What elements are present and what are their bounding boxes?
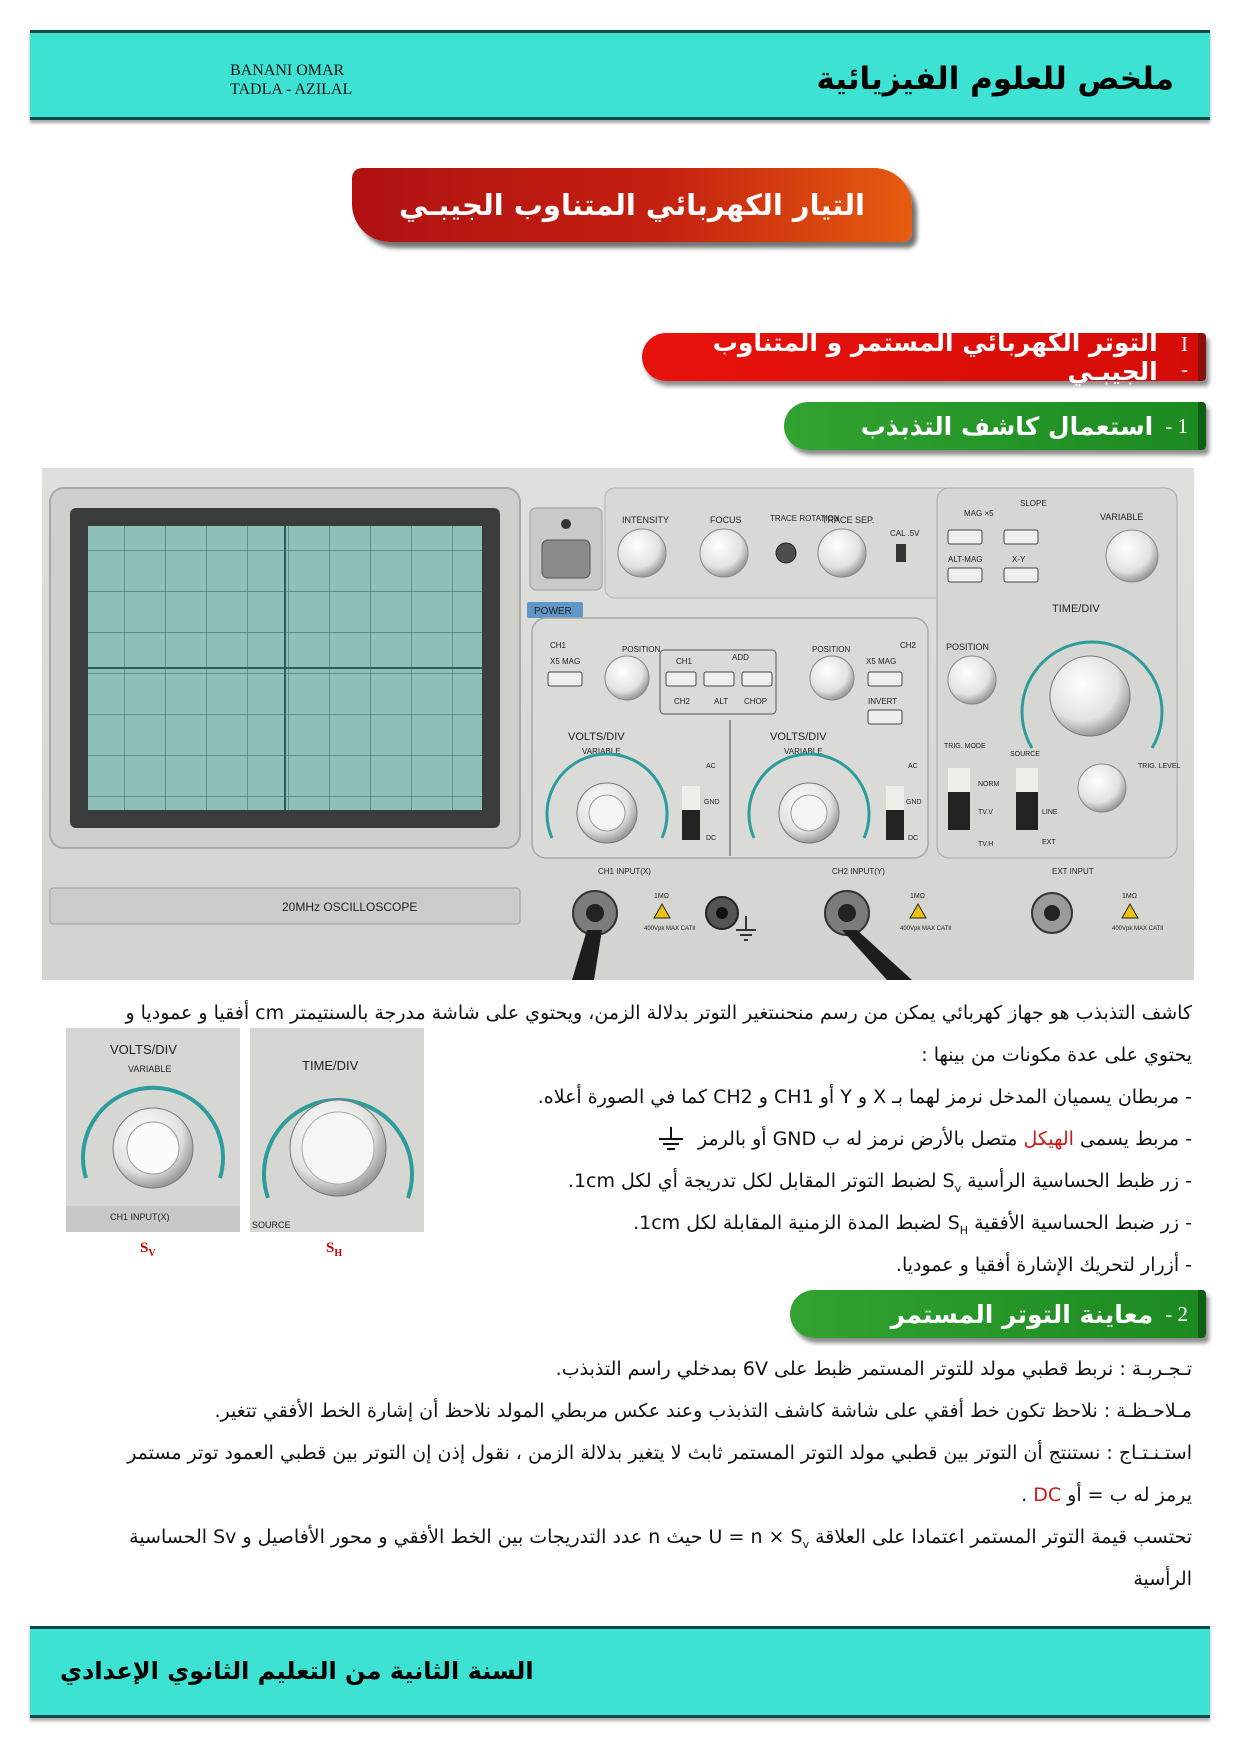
ch2-maxv-label: 400Vpk MAX CATII — [900, 926, 952, 932]
trace-sep-label: TRACE SEP. — [822, 515, 875, 525]
ch1-position-knob — [605, 656, 649, 700]
focus-label: FOCUS — [710, 515, 742, 525]
bullet-vertical-sensitivity: - زر ظبط الحساسية الرأسية $S_v$ لضبط التوتر المقابل لكل تدريجة أي لكل 1cm. — [567, 1170, 1192, 1195]
section-1-banner — [642, 328, 1206, 386]
chop-label: CHOP — [744, 697, 768, 706]
h-position-knob — [948, 656, 996, 704]
source-label: SOURCE — [1010, 751, 1040, 758]
formula-line: تحتسب قيمة التوتر المستمر اعتمادا على العلاقة $U = n \times S_v$ حيث n عدد التدريجات بين الخط الأفقي و محور الأفاصيل و Sv الحساسية — [129, 1526, 1192, 1551]
intensity-label: INTENSITY — [622, 515, 670, 525]
sv-photo-footer: CH1 INPUT(X) — [110, 1212, 170, 1222]
subsection-2-title: معاينة التوتر المستمر — [890, 1299, 1154, 1329]
oscilloscope-photo — [42, 468, 1194, 980]
mode-ch2-label: CH2 — [674, 697, 691, 706]
ch1-label: CH1 — [550, 641, 567, 650]
ch2-input-label: CH2 INPUT(Y) — [832, 867, 885, 876]
subsection-1-banner — [784, 402, 1206, 450]
header-band — [30, 30, 1210, 120]
ground-symbol-icon — [656, 1127, 686, 1153]
ext-impedance-label: 1MΩ — [1122, 893, 1137, 900]
sh-photo-footer: SOURCE — [252, 1220, 291, 1230]
timediv-label: TIME/DIV — [1052, 603, 1100, 615]
norm-label: NORM — [978, 781, 1000, 788]
ch2-ac-label: AC — [908, 763, 918, 770]
author-region: TADLA - AZILAL — [230, 81, 353, 98]
section-1-number: I - — [1181, 332, 1188, 381]
ch1-position-label: POSITION — [622, 645, 661, 654]
alt-label: ALT — [714, 697, 729, 706]
ch1-variable-label: VARIABLE — [582, 747, 621, 756]
bullet-position-buttons: - أزرار لتحريك الإشارة أفقيا و عموديا. — [895, 1254, 1192, 1276]
ch2-voltsdiv-label: VOLTS/DIV — [770, 731, 827, 743]
ch2-variable-label: VARIABLE — [784, 747, 823, 756]
section-1-title: التوتر الكهربائي المستمر و المتناوب الجيبـي — [712, 328, 1158, 386]
subsection-2-number: 2 - — [1165, 1301, 1188, 1326]
trace-rotation-label: TRACE ROTATION — [770, 514, 840, 523]
ch1-gnd-label: GND — [704, 799, 720, 806]
formula-line-end: الرأسية — [1133, 1568, 1192, 1590]
ch1-maxv-label: 400Vpk MAX CATII — [644, 926, 696, 932]
tvh-label: TV.H — [978, 841, 994, 848]
sh-caption: $S_H$ — [326, 1240, 343, 1259]
subsection-2-banner — [790, 1290, 1206, 1338]
trace-sep-knob — [818, 529, 866, 577]
ground-term: الهيكل — [1023, 1128, 1074, 1150]
bullet-inputs: - مربطان يسميان المدخل نرمز لهما بـ X و Y أو CH1 و CH2 كما في الصورة أعلاه. — [537, 1086, 1192, 1108]
ch2-x5mag-label: X5 MAG — [866, 657, 897, 666]
ch1-dc-label: DC — [706, 835, 717, 842]
sv-photo-sub: VARIABLE — [128, 1064, 172, 1074]
conclusion-line: استـنـتـاج : نستنتج أن التوتر بين قطبي مولد التوتر المستمر ثابث لا يتغير بدلالة الزمن ، نقول إذن إن التوتر بين قطبي العمود توتر مستمر — [127, 1442, 1192, 1464]
bullet-horizontal-sensitivity: - زر ضبط الحساسية الأفقية $S_H$ لضبط المدة الزمنية المقابلة لكل 1cm. — [633, 1212, 1192, 1237]
ch2-dc-label: DC — [908, 835, 919, 842]
alt-mag-label: ALT-MAG — [948, 555, 983, 564]
intro-line-2: يحتوي على عدة مكونات من بينها : — [921, 1044, 1192, 1066]
sv-photo-title: VOLTS/DIV — [110, 1042, 177, 1057]
bullet-ground: - مربط يسمى الهيكل متصل بالأرض نرمز له ب GND أو بالرمز — [650, 1126, 1192, 1153]
ch1-ac-label: AC — [706, 763, 716, 770]
ch1-impedance-label: 1MΩ — [654, 893, 669, 900]
intro-line-1: كاشف التذبذب هو جهاز كهربائي يمكن من رسم منحنىتغير التوتر بدلالة الزمن، ويحتوي على شاشة مدرجة بالسنتيمتر cm أفقيا و عموديا و — [125, 1002, 1192, 1024]
ext-input-label: EXT INPUT — [1052, 867, 1094, 876]
footer-title: السنة الثانية من التعليم الثانوي الإعدادي — [60, 1657, 534, 1685]
intensity-knob — [618, 529, 666, 577]
ch2-position-label: POSITION — [812, 645, 851, 654]
trace-rotation-screw — [776, 543, 796, 563]
footer-band — [30, 1626, 1210, 1718]
trig-level-knob — [1078, 764, 1126, 812]
experiment-line: تـجـربـة : نربط قطبي مولد للتوتر المستمر ظبط على 6V بمدخلي راسم التذبذب. — [555, 1358, 1192, 1380]
ch2-impedance-label: 1MΩ — [910, 893, 925, 900]
power-label: POWER — [534, 606, 572, 617]
ch2-gnd-label: GND — [906, 799, 922, 806]
mag-label: MAG ×5 — [964, 509, 994, 518]
dc-term: DC — [1033, 1484, 1062, 1506]
ch2-label: CH2 — [900, 641, 917, 650]
line-label: LINE — [1042, 809, 1058, 816]
ext-maxv-label: 400Vpk MAX CATII — [1112, 926, 1164, 932]
tvv-label: TV.V — [978, 809, 993, 816]
invert-label: INVERT — [868, 697, 898, 706]
variable-knob — [1106, 530, 1158, 582]
author-name: BANANI OMAR — [230, 62, 345, 79]
variable-label: VARIABLE — [1100, 512, 1144, 522]
subsection-1-number: 1 - — [1165, 413, 1188, 438]
cal-label: CAL .5V — [890, 529, 920, 538]
ch1-voltsdiv-label: VOLTS/DIV — [568, 731, 625, 743]
ch1-input-label: CH1 INPUT(X) — [598, 867, 651, 876]
header-title: ملخص للعلوم الفيزيائية — [816, 61, 1174, 97]
volts-div-photo — [66, 1028, 240, 1232]
main-title: التيار الكهربائي المتناوب الجيبـي — [399, 188, 865, 222]
observation-line: مـلاحـظـة : نلاحظ تكون خط أفقي على شاشة كاشف التذبذب وعند عكس مربطي المولد نلاحظ أن إشارة الخط الأفقي تتغير. — [214, 1400, 1192, 1422]
author-block — [230, 61, 352, 99]
h-position-label: POSITION — [946, 642, 990, 652]
model-label: 20MHz OSCILLOSCOPE — [282, 900, 418, 914]
slope-label: SLOPE — [1020, 499, 1047, 508]
mode-ch1-label: CH1 — [676, 657, 693, 666]
cal-terminal — [896, 544, 906, 562]
oscilloscope-drawing — [42, 468, 1194, 980]
main-title-banner — [352, 168, 912, 242]
sv-caption: $S_V$ — [140, 1240, 156, 1259]
sh-photo-title: TIME/DIV — [302, 1058, 359, 1073]
subsection-1-title: استعمال كاشف التذبذب — [860, 411, 1154, 441]
time-div-photo — [250, 1028, 424, 1232]
ch2-position-knob — [810, 656, 854, 700]
xy-label: X-Y — [1012, 555, 1026, 564]
symbol-line: يرمز له ب = أو DC . — [1021, 1484, 1192, 1506]
add-label: ADD — [732, 653, 749, 662]
focus-knob — [700, 529, 748, 577]
trig-level-label: TRIG. LEVEL — [1138, 763, 1181, 770]
trig-mode-label: TRIG. MODE — [944, 743, 986, 750]
ch1-x5mag-label: X5 MAG — [550, 657, 581, 666]
timediv-knob — [1050, 656, 1130, 736]
ext-label: EXT — [1042, 839, 1056, 846]
